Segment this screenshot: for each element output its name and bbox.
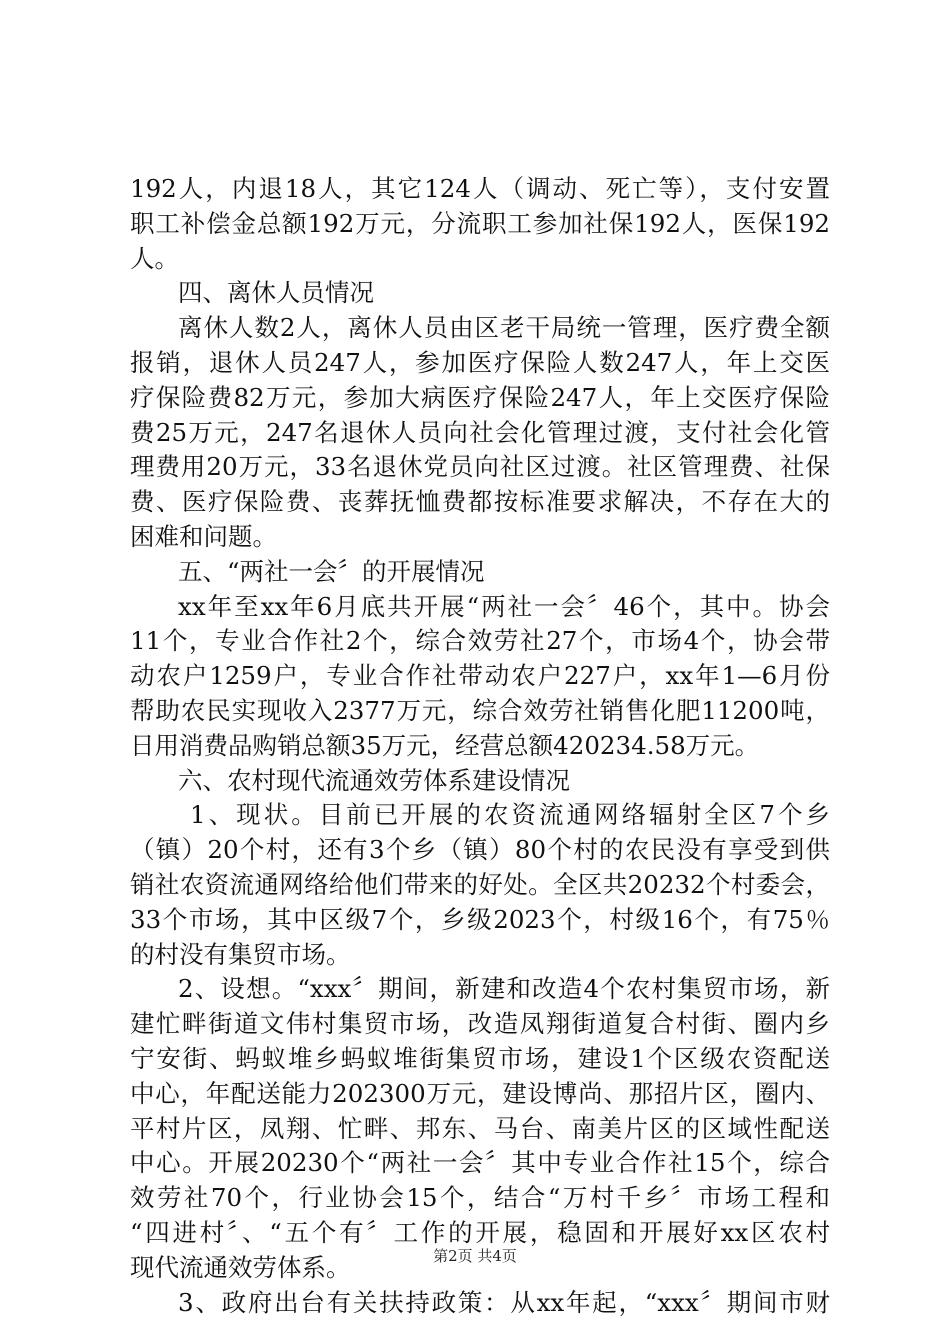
text-line: 报销，退休人员247人，参加医疗保险人数247人，年上交医 — [130, 347, 830, 377]
text-line: xx年至xx年6月底共开展“两社一会〞46个，其中。协会 — [178, 591, 830, 621]
text-line: 建忙畔街道文伟村集贸市场，改造凤翔街道复合村街、圈内乡 — [130, 1009, 830, 1039]
text-line: 困难和问题。 — [130, 521, 277, 551]
text-line: 3、政府出台有关扶持政策：从xx年起，“xxx〞期间市财 — [178, 1287, 830, 1317]
page-footer: 第2页 共4页 — [433, 1247, 517, 1265]
text-line: 宁安街、蚂蚁堆乡蚂蚁堆街集贸市场，建设1个区级农资配送 — [130, 1043, 830, 1073]
section-heading: 五、“两社一会〞的开展情况 — [178, 556, 485, 586]
text-line: 11个，专业合作社2个，综合效劳社27个，市场4个，协会带 — [130, 626, 830, 656]
text-line: 职工补偿金总额192万元，分流职工参加社保192人，医保192 — [130, 208, 830, 238]
document-body — [130, 172, 830, 1320]
text-line: 1、现状。目前已开展的农资流通网络辐射全区7个乡 — [190, 800, 830, 830]
text-line: 动农户1259户，专业合作社带动农户227户，xx年1—6月份 — [130, 661, 830, 691]
section-heading: 六、农村现代流通效劳体系建设情况 — [178, 765, 570, 795]
text-line: 中心。开展20230个“两社一会〞其中专业合作社15个，综合 — [130, 1148, 830, 1178]
text-line: 疗保险费82万元，参加大病医疗保险247人，年上交医疗保险 — [130, 382, 830, 412]
text-line: 中心，年配送能力202300万元，建设博尚、那招片区，圈内、 — [130, 1078, 830, 1108]
text-line: 理费用20万元，33名退休党员向社区过渡。社区管理费、社保 — [130, 452, 830, 482]
text-line: （镇）20个村，还有3个乡（镇）80个村的农民没有享受到供 — [130, 835, 830, 865]
text-line: 销社农资流通网络给他们带来的好处。全区共20232个村委会， — [130, 869, 830, 899]
text-line: 人。 — [130, 243, 179, 273]
text-line: 192人，内退18人，其它124人（调动、死亡等），支付安置 — [130, 174, 830, 203]
text-line: 的村没有集贸市场。 — [130, 939, 351, 969]
text-line: 33个市场，其中区级7个，乡级2023个，村级16个，有75％ — [130, 904, 830, 934]
text-line: 现代流通效劳体系。 — [130, 1252, 351, 1282]
text-line: 日用消费品购销总额35万元，经营总额420234.58万元。 — [130, 730, 760, 760]
text-line: “四进村〞、“五个有〞工作的开展，稳固和开展好xx区农村 — [130, 1217, 830, 1247]
text-line: 费25万元，247名退休人员向社会化管理过渡，支付社会化管 — [130, 417, 830, 447]
text-line: 费、医疗保险费、丧葬抚恤费都按标准要求解决，不存在大的 — [130, 487, 830, 517]
text-line: 帮助农民实现收入2377万元，综合效劳社销售化肥11200吨， — [130, 695, 830, 725]
text-line: 平村片区，凤翔、忙畔、邦东、马台、南美片区的区域性配送 — [130, 1113, 830, 1143]
text-line: 离休人数2人，离休人员由区老干局统一管理，医疗费全额 — [178, 313, 830, 343]
text-line: 2、设想。“xxx〞期间，新建和改造4个农村集贸市场，新 — [178, 974, 830, 1004]
text-line: 效劳社70个，行业协会15个，结合“万村千乡〞市场工程和 — [130, 1183, 830, 1213]
section-heading: 四、离休人员情况 — [178, 278, 374, 308]
